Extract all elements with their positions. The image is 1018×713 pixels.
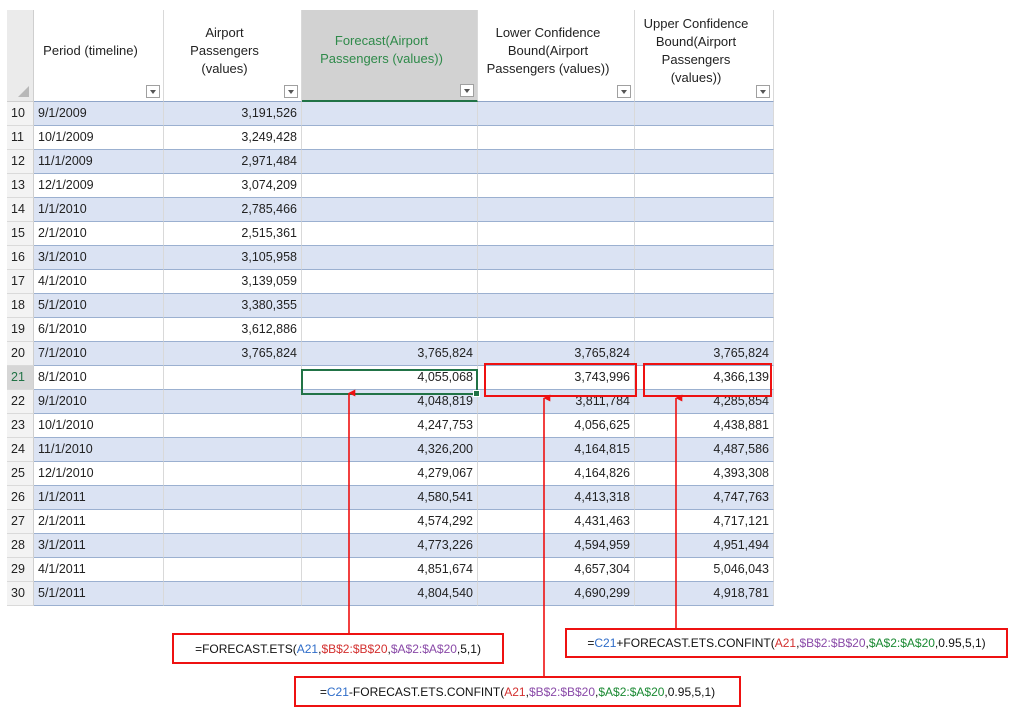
- callout-forecast-formula: [172, 633, 504, 664]
- row-number[interactable]: 20: [7, 342, 34, 366]
- cell-period[interactable]: 12/1/2009: [34, 174, 164, 198]
- formula-token: A21: [774, 636, 797, 650]
- row-number[interactable]: 15: [7, 222, 34, 246]
- cell-period[interactable]: 4/1/2010: [34, 270, 164, 294]
- cell-period[interactable]: 9/1/2009: [34, 102, 164, 126]
- row-number[interactable]: 13: [7, 174, 34, 198]
- formula-token: ,: [387, 641, 391, 656]
- row-number[interactable]: 16: [7, 246, 34, 270]
- formula-token: C21: [594, 636, 617, 650]
- row-number[interactable]: 19: [7, 318, 34, 342]
- cell-passengers[interactable]: 3,380,355: [164, 294, 302, 318]
- formula-token: ,0.95,5,1): [664, 684, 716, 699]
- formula-token: $B$2:$B$20: [799, 636, 866, 650]
- cell-upper-bound[interactable]: 4,747,763: [635, 486, 774, 510]
- row-number[interactable]: 23: [7, 414, 34, 438]
- column-header-label: Lower Confidence Bound(Airport Passengers (values)): [486, 24, 610, 76]
- row-number[interactable]: 25: [7, 462, 34, 486]
- column-header-label: Period (timeline): [43, 42, 138, 58]
- cell-period[interactable]: 3/1/2010: [34, 246, 164, 270]
- formula-token: ,: [865, 636, 869, 650]
- cell-passengers[interactable]: 3,074,209: [164, 174, 302, 198]
- formula-token: =: [319, 684, 327, 699]
- row-number[interactable]: 28: [7, 534, 34, 558]
- cell-upper-bound[interactable]: 4,438,881: [635, 414, 774, 438]
- formula-token: =FORECAST.ETS(: [195, 641, 297, 656]
- cell-forecast[interactable]: 4,247,753: [302, 414, 478, 438]
- cell-lower-bound[interactable]: 3,743,996: [478, 366, 635, 390]
- row-number[interactable]: 22: [7, 390, 34, 414]
- cell-period[interactable]: 9/1/2010: [34, 390, 164, 414]
- cell-forecast[interactable]: 4,804,540: [302, 582, 478, 606]
- cell-upper-bound[interactable]: 4,285,854: [635, 390, 774, 414]
- cell-passengers[interactable]: 2,785,466: [164, 198, 302, 222]
- cell-forecast[interactable]: 4,326,200: [302, 438, 478, 462]
- cell-passengers[interactable]: 3,191,526: [164, 102, 302, 126]
- cell-period[interactable]: 8/1/2010: [34, 366, 164, 390]
- callout-upper-formula: [565, 628, 1008, 658]
- cell-upper-bound[interactable]: 5,046,043: [635, 558, 774, 582]
- cell-period[interactable]: 12/1/2010: [34, 462, 164, 486]
- cell-upper-bound[interactable]: 4,393,308: [635, 462, 774, 486]
- cell-period[interactable]: 3/1/2011: [34, 534, 164, 558]
- cell-passengers[interactable]: 3,139,059: [164, 270, 302, 294]
- row-number[interactable]: 29: [7, 558, 34, 582]
- cell-period[interactable]: 10/1/2010: [34, 414, 164, 438]
- row-number[interactable]: 11: [7, 126, 34, 150]
- cell-lower-bound[interactable]: 4,431,463: [478, 510, 635, 534]
- column-header-label: Forecast(Airport Passengers (values)): [320, 33, 443, 66]
- cell-period[interactable]: 5/1/2010: [34, 294, 164, 318]
- cell-period[interactable]: 2/1/2010: [34, 222, 164, 246]
- formula-token: ,: [525, 684, 529, 699]
- cell-period[interactable]: 10/1/2009: [34, 126, 164, 150]
- row-number[interactable]: 21: [7, 366, 34, 390]
- row-number[interactable]: 12: [7, 150, 34, 174]
- cell-period[interactable]: 11/1/2010: [34, 438, 164, 462]
- cell-passengers[interactable]: 3,612,886: [164, 318, 302, 342]
- cell-lower-bound[interactable]: 4,594,959: [478, 534, 635, 558]
- formula-token: ,: [595, 684, 599, 699]
- cell-upper-bound[interactable]: 4,717,121: [635, 510, 774, 534]
- cell-passengers[interactable]: 3,765,824: [164, 342, 302, 366]
- cell-forecast[interactable]: 4,048,819: [302, 390, 478, 414]
- row-number[interactable]: 14: [7, 198, 34, 222]
- cell-lower-bound[interactable]: 4,164,815: [478, 438, 635, 462]
- formula-token: ,5,1): [456, 641, 481, 656]
- formula-token: C21: [326, 684, 349, 699]
- row-number[interactable]: 24: [7, 438, 34, 462]
- cell-passengers[interactable]: 3,105,958: [164, 246, 302, 270]
- formula-token: $A$2:$A$20: [598, 684, 665, 699]
- cell-upper-bound[interactable]: 4,918,781: [635, 582, 774, 606]
- cell-period[interactable]: 7/1/2010: [34, 342, 164, 366]
- formula-token: A21: [504, 684, 526, 699]
- cell-passengers[interactable]: 3,249,428: [164, 126, 302, 150]
- row-number[interactable]: 30: [7, 582, 34, 606]
- cell-forecast[interactable]: 3,765,824: [302, 342, 478, 366]
- column-header-label: Airport Passengers (values): [190, 24, 259, 76]
- formula-token: ,0.95,5,1): [934, 636, 986, 650]
- cell-period[interactable]: 1/1/2010: [34, 198, 164, 222]
- formula-token: +FORECAST.ETS.CONFINT(: [616, 636, 775, 650]
- formula-token: A21: [296, 641, 319, 656]
- cell-lower-bound[interactable]: 3,765,824: [478, 342, 635, 366]
- row-number[interactable]: 27: [7, 510, 34, 534]
- cell-upper-bound[interactable]: 4,487,586: [635, 438, 774, 462]
- cell-period[interactable]: 6/1/2010: [34, 318, 164, 342]
- formula-token: $A$2:$A$20: [868, 636, 935, 650]
- row-number[interactable]: 26: [7, 486, 34, 510]
- cell-period[interactable]: 5/1/2011: [34, 582, 164, 606]
- callout-lower-formula: [294, 676, 741, 707]
- cell-lower-bound[interactable]: 4,413,318: [478, 486, 635, 510]
- cell-upper-bound[interactable]: 4,951,494: [635, 534, 774, 558]
- formula-token: $B$2:$B$20: [528, 684, 596, 699]
- cell-forecast[interactable]: 4,574,292: [302, 510, 478, 534]
- cell-passengers[interactable]: 2,971,484: [164, 150, 302, 174]
- cell-period[interactable]: 11/1/2009: [34, 150, 164, 174]
- formula-token: ,: [318, 641, 322, 656]
- cell-forecast[interactable]: 4,851,674: [302, 558, 478, 582]
- row-number[interactable]: 17: [7, 270, 34, 294]
- cell-passengers[interactable]: 2,515,361: [164, 222, 302, 246]
- cell-lower-bound[interactable]: 4,164,826: [478, 462, 635, 486]
- cell-period[interactable]: 4/1/2011: [34, 558, 164, 582]
- cell-forecast[interactable]: 4,773,226: [302, 534, 478, 558]
- formula-token: $A$2:$A$20: [390, 641, 457, 656]
- cell-forecast[interactable]: 4,580,541: [302, 486, 478, 510]
- row-number[interactable]: 10: [7, 102, 34, 126]
- formula-token: -FORECAST.ETS.CONFINT(: [348, 684, 505, 699]
- cell-period[interactable]: 2/1/2011: [34, 510, 164, 534]
- cell-upper-bound[interactable]: 4,366,139: [635, 366, 774, 390]
- cell-upper-bound[interactable]: 3,765,824: [635, 342, 774, 366]
- cell-period[interactable]: 1/1/2011: [34, 486, 164, 510]
- cell-forecast[interactable]: 4,055,068: [302, 366, 478, 390]
- cell-lower-bound[interactable]: 4,690,299: [478, 582, 635, 606]
- cell-lower-bound[interactable]: 3,811,784: [478, 390, 635, 414]
- cell-forecast[interactable]: 4,279,067: [302, 462, 478, 486]
- cell-lower-bound[interactable]: 4,657,304: [478, 558, 635, 582]
- formula-token: ,: [796, 636, 800, 650]
- column-header-label: Upper Confidence Bound(Airport Passengers (values)): [643, 15, 749, 85]
- formula-token: $B$2:$B$20: [321, 641, 388, 656]
- formula-token: =: [587, 636, 595, 650]
- row-number[interactable]: 18: [7, 294, 34, 318]
- cell-lower-bound[interactable]: 4,056,625: [478, 414, 635, 438]
